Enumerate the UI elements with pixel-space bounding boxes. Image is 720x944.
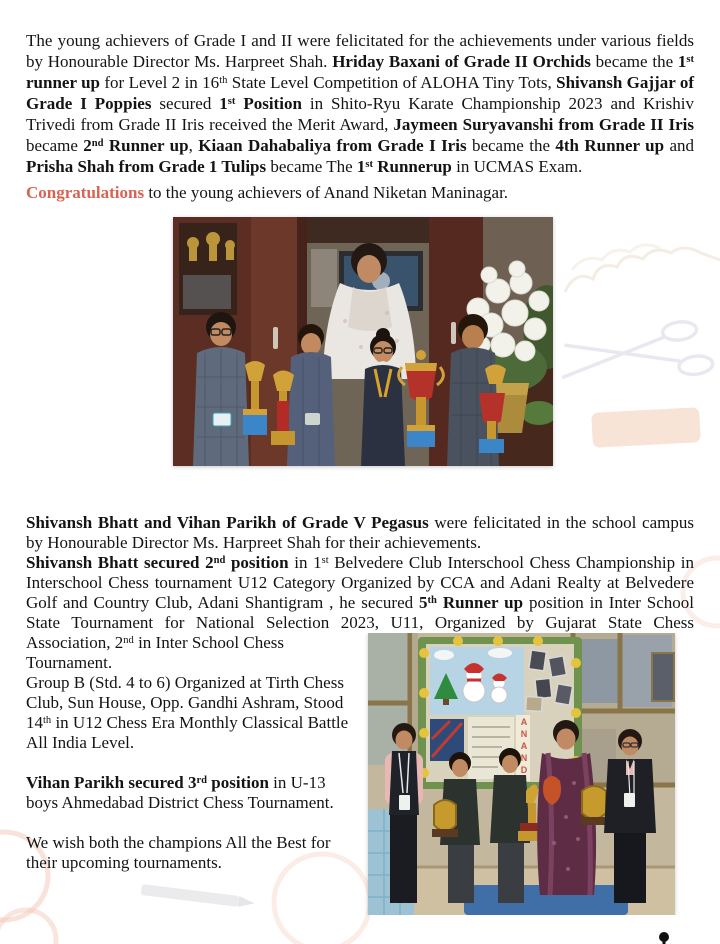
chess-champions-photo <box>368 633 675 915</box>
wish-paragraph: We wish both the champions All the Best for their upcoming tournaments. <box>26 833 331 872</box>
page-bottom-partial-glyph <box>655 931 673 944</box>
chess-intro-paragraph: Shivansh Bhatt and Vihan Parikh of Grade V Pegasus were felicitated in the school campus by Honourable Director Ms. Harpreet Shah for their achievements. <box>26 513 694 552</box>
congratulations-line: Congratulations to the young achievers of Anand Niketan Maninagar. <box>26 183 509 202</box>
shivansh-achievements-paragraph: Shivansh Bhatt secured 2nd position in 1st Belvedere Club Interschool Chess Championship in Interschool Chess tournament U12 Category Organized by CCA and Adani Realty at Belvedere Golf and Country Club, Adani Shantigram , he secured 5th Runner up position in Inter School State Tournament for National Selection 2023, U11, Organized by Gujarat State Chess <box>26 553 694 632</box>
vihan-paragraph: Vihan Parikh secured 3rd position in U-13 boys Ahmedabad District Chess Tournament. <box>26 773 334 812</box>
chess-wrap-section <box>26 633 694 915</box>
achievers-photo <box>173 217 553 466</box>
association-paragraph: Association, 2nd in Inter School Chess Tournament. <box>26 633 284 672</box>
group-b-paragraph: Group B (Std. 4 to 6) Organized at Tirth Chess Club, Sun House, Opp. Gandhi Ashram, Stood 14th in U12 Chess Era Monthly Classical Battle All India Level. <box>26 673 349 752</box>
chess-section <box>26 513 694 915</box>
bulletin-board-letters: ANAND <box>519 717 529 777</box>
achievers-paragraph: The young achievers of Grade I and II were felicitated for the achievements under various fields by Honourable Director Ms. Harpreet Shah. Hriday Baxani of Grade II Orchids became the 1st runner up for Level 2 in 16th State Level Competition of ALOHA Tiny Tots, Shivansh Gajjar of Grade I Poppies secured 1st Position in Shito-Ryu Karate Championship 2023 and Krishiv Trivedi from Grade II Iris received the Merit Award, Jaymeen Suryavanshi from Grade II Iris became 2nd Runner up, Kiaan Dahabaliya from Grade I Iris became the 4th Runner up and Prisha Shah from Grade 1 Tulips became The 1st Runnerup in UCMAS Exam. <box>26 31 694 176</box>
